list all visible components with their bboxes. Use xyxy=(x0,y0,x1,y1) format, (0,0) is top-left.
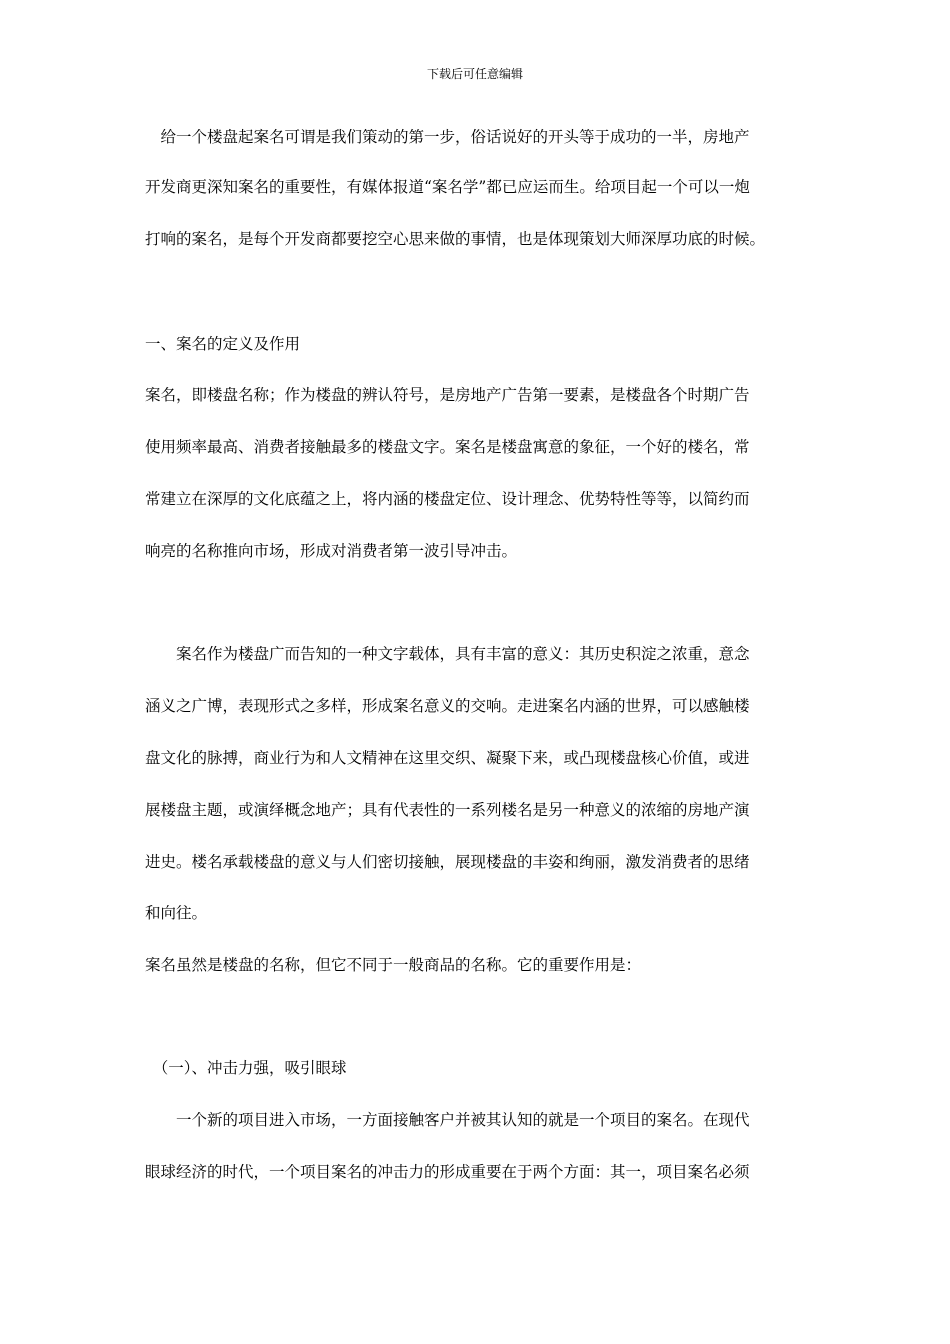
paragraph-line: 涵义之广博，表现形式之多样，形成案名意义的交响。走进案名内涵的世界，可以感触楼 xyxy=(145,697,750,715)
paragraph-line: 展楼盘主题，或演绎概念地产；具有代表性的一系列楼名是另一种意义的浓缩的房地产演 xyxy=(145,801,750,819)
paragraph-line: 一个新的项目进入市场，一方面接触客户并被其认知的就是一个项目的案名。在现代 xyxy=(145,1111,750,1129)
page-header: 下载后可任意编辑 xyxy=(426,67,523,81)
paragraph-line: 进史。楼名承载楼盘的意义与人们密切接触，展现楼盘的丰姿和绚丽，激发消费者的思绪 xyxy=(145,853,750,871)
paragraph-line: 案名作为楼盘广而告知的一种文字载体，具有丰富的意义：其历史积淀之浓重，意念 xyxy=(145,645,750,663)
paragraph-line: 给一个楼盘起案名可谓是我们策动的第一步，俗话说好的开头等于成功的一半，房地产 xyxy=(145,128,750,146)
paragraph-line: 和向往。 xyxy=(145,904,208,922)
section-heading: 一、案名的定义及作用 xyxy=(145,335,301,353)
paragraph-line: 案名虽然是楼盘的名称，但它不同于一般商品的名称。它的重要作用是： xyxy=(145,956,642,974)
paragraph-line: 开发商更深知案名的重要性，有媒体报道“案名学”都已应运而生。给项目起一个可以一炮 xyxy=(145,178,750,196)
paragraph-line: 打响的案名，是每个开发商都要挖空心思来做的事情，也是体现策划大师深厚功底的时候。 xyxy=(145,230,766,248)
subsection-heading: （一）、冲击力强，吸引眼球 xyxy=(145,1059,347,1077)
paragraph-line: 眼球经济的时代，一个项目案名的冲击力的形成重要在于两个方面：其一，项目案名必须 xyxy=(145,1163,750,1181)
paragraph-line: 案名，即楼盘名称；作为楼盘的辨认符号，是房地产广告第一要素，是楼盘各个时期广告 xyxy=(145,386,750,404)
paragraph-line: 盘文化的脉搏，商业行为和人文精神在这里交织、凝聚下来，或凸现楼盘核心价值，或进 xyxy=(145,749,750,767)
paragraph-line: 响亮的名称推向市场，形成对消费者第一波引导冲击。 xyxy=(145,542,518,560)
paragraph-line: 使用频率最高、消费者接触最多的楼盘文字。案名是楼盘寓意的象征，一个好的楼名，常 xyxy=(145,438,750,456)
paragraph-line: 常建立在深厚的文化底蕴之上，将内涵的楼盘定位、设计理念、优势特性等等，以简约而 xyxy=(145,490,750,508)
